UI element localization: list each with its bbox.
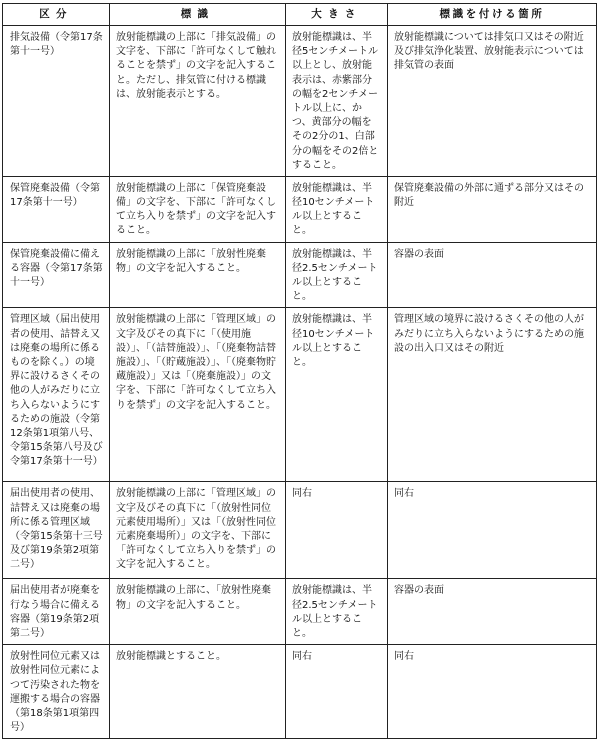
cell-location: 容器の表面 xyxy=(388,579,597,645)
cell-size: 同右 xyxy=(286,645,388,739)
table-row xyxy=(3,482,597,579)
cell-category: 管理区域（届出使用者の使用、詰替え又は廃棄の場所に係るものを除く。）の境界に設けるさくその他の人がみだりに立ち入らないようにするための施設（令第12条第1項第八号、令第15条第八号及び令第17条第十一号） xyxy=(3,308,110,482)
cell-marking: 放射能標識とすること。 xyxy=(110,645,286,739)
cell-category: 保管廃棄設備（令第17条第十一号） xyxy=(3,176,110,242)
cell-location: 保管廃棄設備の外部に通ずる部分又はその附近 xyxy=(388,176,597,242)
cell-location: 放射能標識については排気口又はその附近及び排気浄化装置、放射能表示については排気管の表面 xyxy=(388,26,597,177)
cell-location: 容器の表面 xyxy=(388,242,597,308)
cell-category: 排気設備（令第17条第十一号） xyxy=(3,26,110,177)
marking-table xyxy=(2,3,597,739)
table-row xyxy=(3,176,597,242)
table-row xyxy=(3,645,597,739)
cell-marking: 放射能標識の上部に「管理区域」の文字及びその真下に「（使用施設）」、「（詰替施設）」、「（廃棄物詰替施設）」、「（貯蔵施設）」、「（廃棄物貯蔵施設）」又は「（廃棄施設）」の文字を、下部に「許可なくして立ち入りを禁ず」の文字を記入すること。 xyxy=(110,308,286,482)
cell-marking: 放射能標識の上部に「放射性廃棄物」の文字を記入すること。 xyxy=(110,242,286,308)
cell-category: 放射性同位元素又は放射性同位元素によつて汚染された物を運搬する場合の容器（第18条第1項第四号） xyxy=(3,645,110,739)
cell-size: 放射能標識は、半径2.5センチメートル以上とすること。 xyxy=(286,579,388,645)
cell-marking: 放射能標識の上部に「管理区域」の文字及びその真下に「（放射性同位元素使用場所）」又は「（放射性同位元素廃棄場所）」の文字を、下部に「許可なくして立ち入りを禁ず」の文字を記入すること。 xyxy=(110,482,286,579)
cell-size: 放射能標識は、半径2.5センチメートル以上とすること。 xyxy=(286,242,388,308)
table-row xyxy=(3,26,597,177)
header-row xyxy=(3,4,597,26)
cell-location: 同右 xyxy=(388,482,597,579)
cell-category: 届出使用者の使用、詰替え又は廃棄の場所に係る管理区域（令第15条第十三号及び第19条第2項第二号） xyxy=(3,482,110,579)
cell-size: 同右 xyxy=(286,482,388,579)
cell-size: 放射能標識は、半径10センチメートル以上とすること。 xyxy=(286,176,388,242)
cell-size: 放射能標識は、半径10センチメートル以上とすること。 xyxy=(286,308,388,482)
table-row xyxy=(3,308,597,482)
header-size: 大きさ xyxy=(286,4,388,26)
cell-location: 管理区域の境界に設けるさくその他の人がみだりに立ち入らないようにするための施設の出入口又はその附近 xyxy=(388,308,597,482)
cell-marking: 放射能標識の上部に「保管廃棄設備」の文字を、下部に「許可なくして立ち入りを禁ず」の文字を記入すること。 xyxy=(110,176,286,242)
header-marking: 標識 xyxy=(110,4,286,26)
cell-size: 放射能標識は、半径5センチメートル以上とし、放射能表示は、赤紫部分の幅を2センチメートル以上に、かつ、黄部分の幅をその2分の1、白部分の幅をその2倍とすること。 xyxy=(286,26,388,177)
cell-category: 届出使用者が廃棄を行なう場合に備える容器（第19条第2項第二号） xyxy=(3,579,110,645)
table-row xyxy=(3,579,597,645)
header-category: 区分 xyxy=(3,4,110,26)
header-location: 標識を付ける箇所 xyxy=(388,4,597,26)
table-row xyxy=(3,242,597,308)
cell-marking: 放射能標識の上部に「排気設備」の文字を、下部に「許可なくして触れることを禁ず」の文字を記入すること。ただし、排気管に付ける標識は、放射能表示とする。 xyxy=(110,26,286,177)
cell-location: 同右 xyxy=(388,645,597,739)
cell-marking: 放射能標識の上部に、「放射性廃棄物」の文字を記入すること。 xyxy=(110,579,286,645)
cell-category: 保管廃棄設備に備える容器（令第17条第十一号） xyxy=(3,242,110,308)
